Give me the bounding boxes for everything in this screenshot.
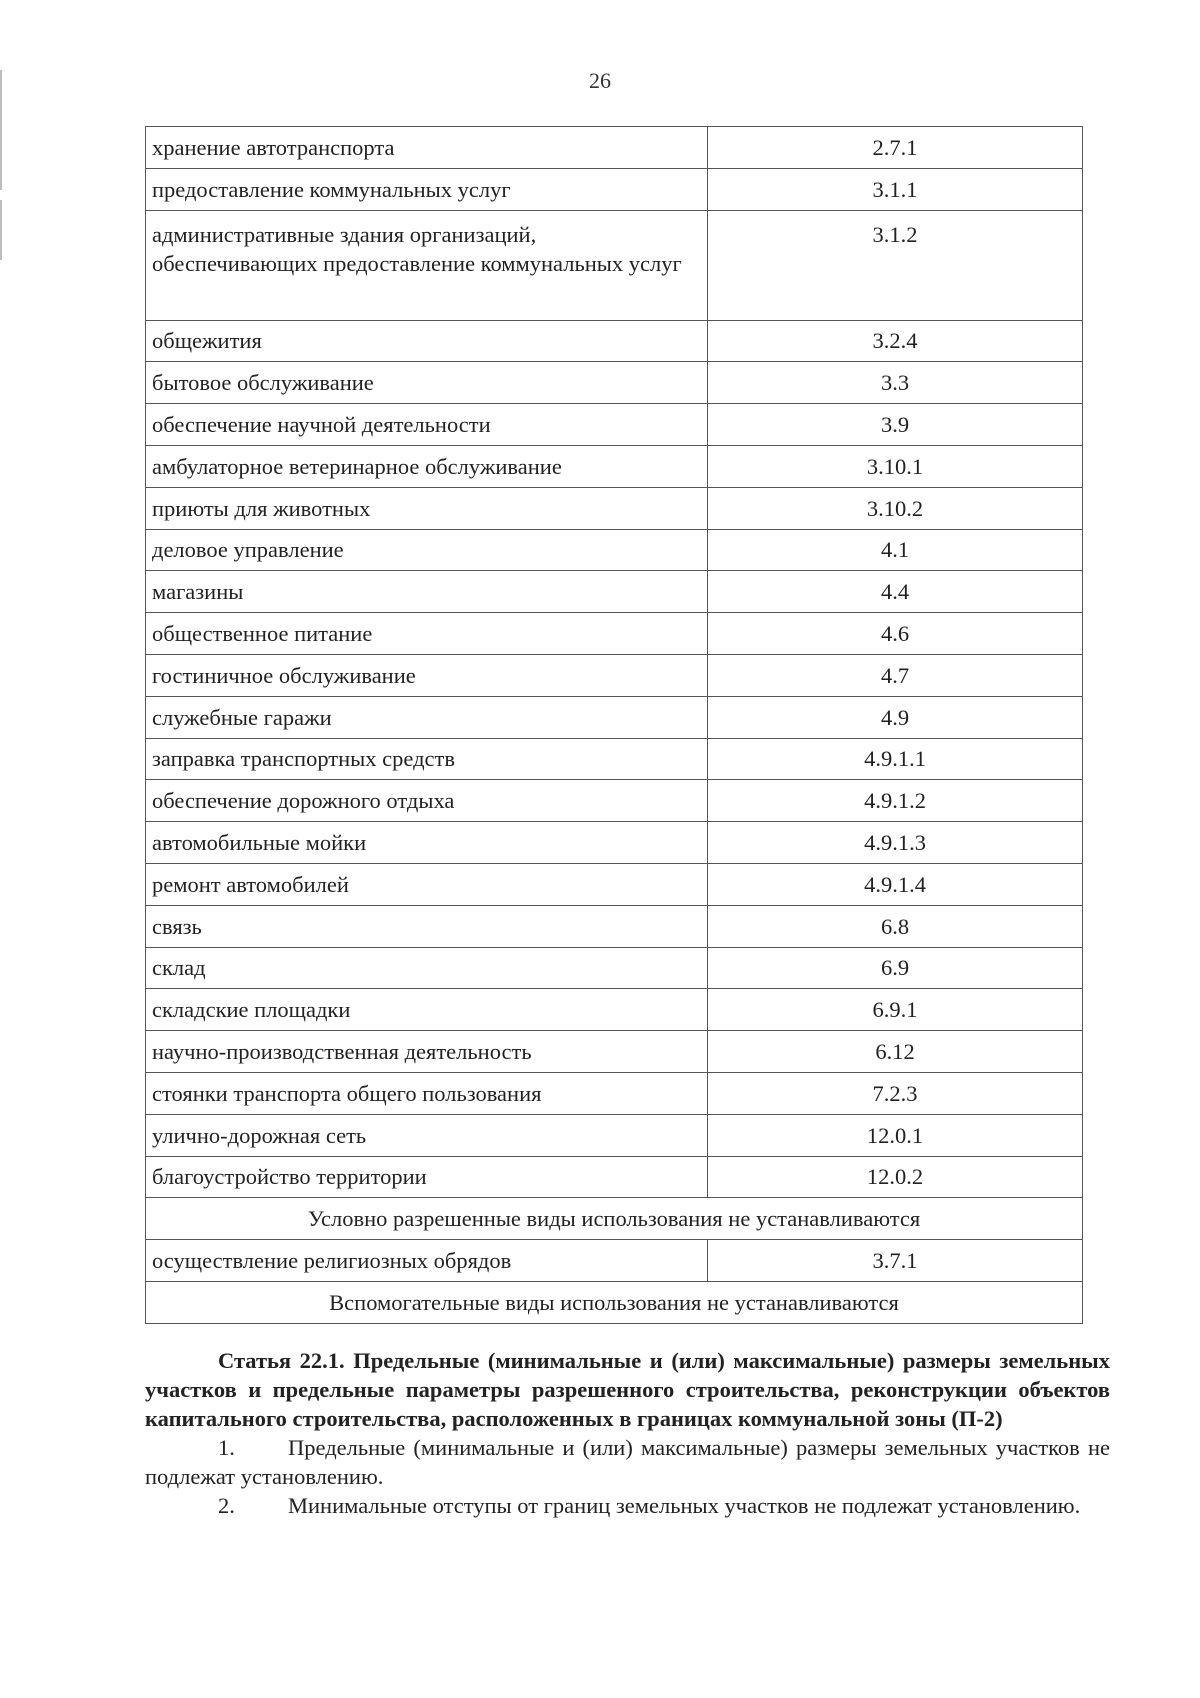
use-code-cell: 4.4 xyxy=(708,571,1083,613)
use-code-cell: 4.9.1.1 xyxy=(708,738,1083,780)
article-title: Статья 22.1. Предельные (минимальные и (или) максимальные) размеры земельных участков и предельные параметры разрешенного строительства, реконструкции объектов капитального строительства, расположенных в границах коммунальной зоны (П-2) xyxy=(145,1348,1110,1431)
use-name-cell: склад xyxy=(146,947,708,989)
use-name-cell: обеспечение дорожного отдыха xyxy=(146,780,708,822)
scan-margin-mark-middle xyxy=(0,200,2,260)
table-row xyxy=(146,947,1083,989)
table-row xyxy=(146,1031,1083,1073)
use-code-cell: 6.12 xyxy=(708,1031,1083,1073)
use-code-cell: 4.7 xyxy=(708,654,1083,696)
table-row xyxy=(146,404,1083,446)
use-name-cell: административные здания организаций, обеспечивающих предоставление коммунальных услуг xyxy=(146,210,708,320)
use-code-cell: 6.9 xyxy=(708,947,1083,989)
article-paragraph xyxy=(145,1433,1110,1491)
table-row xyxy=(146,822,1083,864)
paragraph-text: Предельные (минимальные и (или) максимальные) размеры земельных участков не подлежат установлению. xyxy=(145,1435,1110,1489)
table-row xyxy=(146,445,1083,487)
use-code-cell: 4.1 xyxy=(708,529,1083,571)
use-name-cell: заправка транспортных средств xyxy=(146,738,708,780)
use-name-cell: общежития xyxy=(146,320,708,362)
use-name-cell: деловое управление xyxy=(146,529,708,571)
table-row xyxy=(146,780,1083,822)
use-code-cell: 3.7.1 xyxy=(708,1240,1083,1282)
use-code-cell: 3.1.2 xyxy=(708,210,1083,320)
paragraph-number: 2. xyxy=(218,1493,235,1518)
use-name-cell: связь xyxy=(146,905,708,947)
use-code-cell: 4.9.1.2 xyxy=(708,780,1083,822)
table-row xyxy=(146,863,1083,905)
table-row xyxy=(146,529,1083,571)
article-section xyxy=(145,1346,1110,1520)
use-name-cell: служебные гаражи xyxy=(146,696,708,738)
table-row xyxy=(146,696,1083,738)
article-paragraph xyxy=(145,1491,1110,1520)
table-row xyxy=(146,1156,1083,1198)
use-name-cell: научно-производственная деятельность xyxy=(146,1031,708,1073)
use-name-cell: предоставление коммунальных услуг xyxy=(146,168,708,210)
use-code-cell: 12.0.2 xyxy=(708,1156,1083,1198)
table-row xyxy=(146,1114,1083,1156)
land-use-table xyxy=(145,126,1083,1324)
use-code-cell: 4.6 xyxy=(708,613,1083,655)
table-row xyxy=(146,905,1083,947)
table-row xyxy=(146,654,1083,696)
use-name-cell: общественное питание xyxy=(146,613,708,655)
table-row xyxy=(146,362,1083,404)
use-code-cell: 3.2.4 xyxy=(708,320,1083,362)
use-code-cell: 6.9.1 xyxy=(708,989,1083,1031)
use-name-cell: автомобильные мойки xyxy=(146,822,708,864)
use-code-cell: 4.9 xyxy=(708,696,1083,738)
page-number: 26 xyxy=(589,68,611,93)
table-row xyxy=(146,127,1083,169)
conditional-uses-heading: Условно разрешенные виды использования не устанавливаются xyxy=(146,1198,1083,1240)
use-code-cell: 3.1.1 xyxy=(708,168,1083,210)
table-row xyxy=(146,738,1083,780)
use-name-cell: гостиничное обслуживание xyxy=(146,654,708,696)
table-row xyxy=(146,168,1083,210)
table-section-row xyxy=(146,1198,1083,1240)
use-code-cell: 3.10.1 xyxy=(708,445,1083,487)
use-code-cell: 3.10.2 xyxy=(708,487,1083,529)
use-code-cell: 4.9.1.4 xyxy=(708,863,1083,905)
paragraph-number: 1. xyxy=(218,1435,235,1460)
use-name-cell: осуществление религиозных обрядов xyxy=(146,1240,708,1282)
use-name-cell: приюты для животных xyxy=(146,487,708,529)
use-name-cell: магазины xyxy=(146,571,708,613)
use-name-cell: бытовое обслуживание xyxy=(146,362,708,404)
use-code-cell: 6.8 xyxy=(708,905,1083,947)
use-name-cell: улично-дорожная сеть xyxy=(146,1114,708,1156)
use-code-cell: 3.9 xyxy=(708,404,1083,446)
use-code-cell: 2.7.1 xyxy=(708,127,1083,169)
use-code-cell: 3.3 xyxy=(708,362,1083,404)
paragraph-text: Минимальные отступы от границ земельных участков не подлежат установлению. xyxy=(288,1493,1081,1518)
use-name-cell: амбулаторное ветеринарное обслуживание xyxy=(146,445,708,487)
use-name-cell: обеспечение научной деятельности xyxy=(146,404,708,446)
use-code-cell: 12.0.1 xyxy=(708,1114,1083,1156)
table-row xyxy=(146,989,1083,1031)
use-name-cell: ремонт автомобилей xyxy=(146,863,708,905)
auxiliary-uses-heading: Вспомогательные виды использования не устанавливаются xyxy=(146,1281,1083,1323)
table-section-row xyxy=(146,1281,1083,1323)
land-use-table-body xyxy=(146,127,1083,1324)
use-name-cell: хранение автотранспорта xyxy=(146,127,708,169)
table-row xyxy=(146,1072,1083,1114)
use-code-cell: 7.2.3 xyxy=(708,1072,1083,1114)
table-row xyxy=(146,320,1083,362)
table-row xyxy=(146,487,1083,529)
use-name-cell: складские площадки xyxy=(146,989,708,1031)
table-row xyxy=(146,210,1083,320)
use-name-cell: стоянки транспорта общего пользования xyxy=(146,1072,708,1114)
use-name-cell: благоустройство территории xyxy=(146,1156,708,1198)
table-row xyxy=(146,1240,1083,1282)
table-row xyxy=(146,571,1083,613)
use-code-cell: 4.9.1.3 xyxy=(708,822,1083,864)
table-row xyxy=(146,613,1083,655)
